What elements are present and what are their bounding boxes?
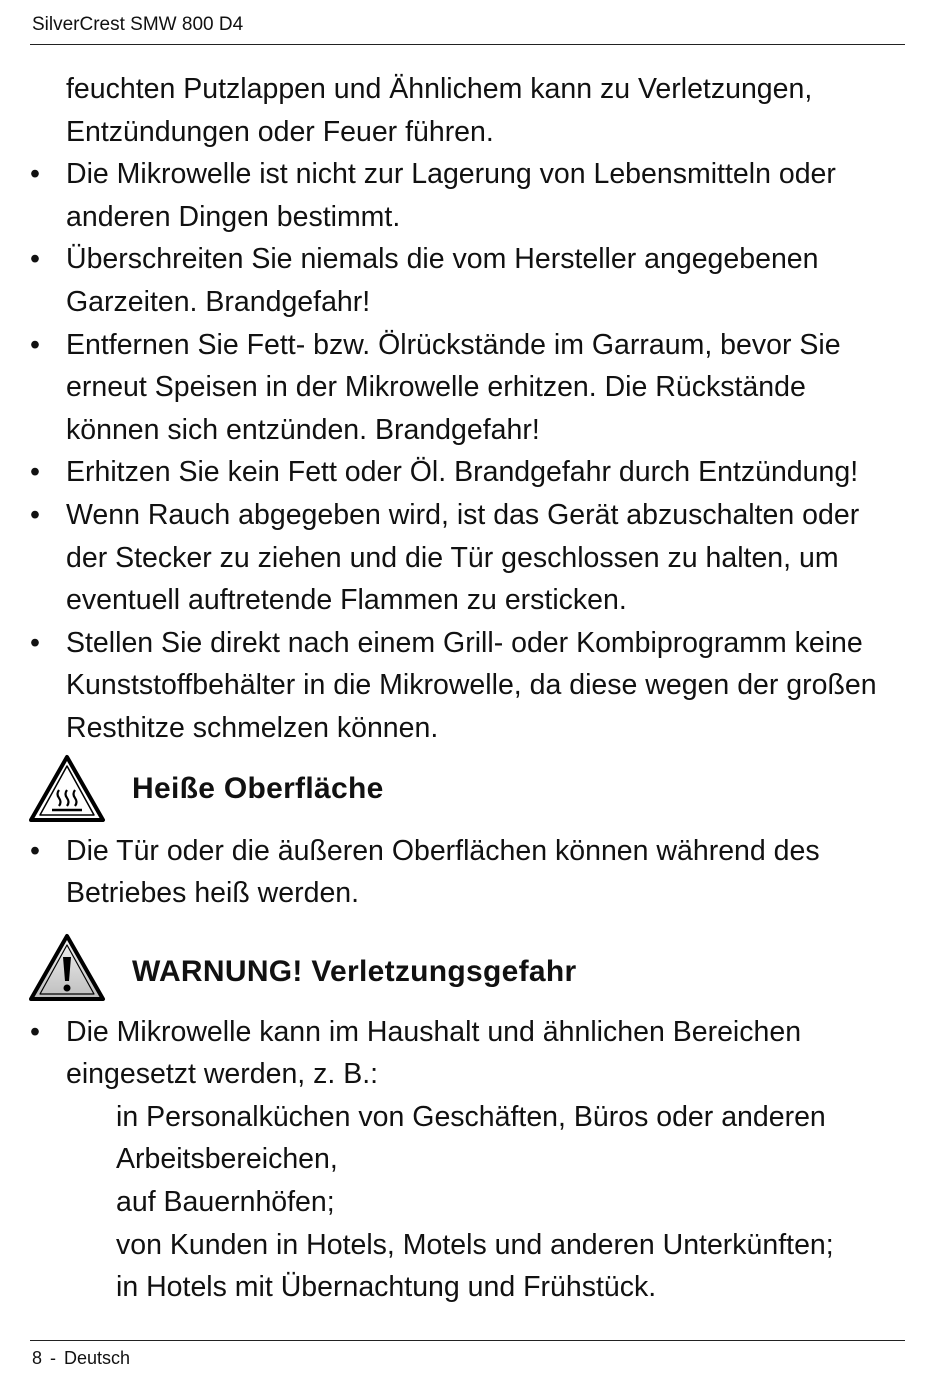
bullet-item: [28, 238, 908, 323]
header-title: SilverCrest SMW 800 D4: [32, 14, 244, 35]
list-item: von Kunden in Hotels, Motels und anderen Unterkünften;: [116, 1228, 834, 1261]
text-line: • Die Mikrowelle kann im Haushalt und ähnlichen Bereichen: [66, 1015, 802, 1048]
header-rule: [30, 44, 905, 45]
text-line: • Stellen Sie direkt nach einem Grill- oder Kombiprogramm keine: [66, 626, 863, 659]
intro-continuation: [66, 68, 908, 153]
text-line: anderen Dingen bestimmt.: [66, 200, 401, 233]
text-line: • Überschreiten Sie niemals die vom Hersteller angegebenen: [66, 243, 819, 276]
bullet-item: [28, 324, 908, 452]
list-item: in Hotels mit Übernachtung und Frühstück.: [116, 1271, 657, 1304]
text-line: Garzeiten. Brandgefahr!: [66, 285, 371, 318]
hot-surface-heading: Heiße Oberfläche: [132, 771, 384, 805]
footer-language: Deutsch: [64, 1348, 131, 1368]
list-item: in Personalküchen von Geschäften, Büros oder anderen: [116, 1100, 826, 1133]
warning-icon: [28, 933, 106, 1003]
bullet-item: [28, 1011, 908, 1096]
bullet-item: [28, 451, 908, 494]
list-item: Arbeitsbereichen,: [116, 1143, 338, 1176]
footer-separator: -: [50, 1348, 57, 1368]
text-line: • Wenn Rauch abgegeben wird, ist das Gerät abzuschalten oder: [66, 498, 860, 531]
text-line: • Erhitzen Sie kein Fett oder Öl. Brandgefahr durch Entzündung!: [66, 456, 859, 489]
footer-rule: [30, 1340, 905, 1341]
bullet-item: [28, 153, 908, 238]
text-line: Resthitze schmelzen können.: [66, 711, 439, 744]
text-line: eingesetzt werden, z. B.:: [66, 1058, 379, 1091]
text-line: können sich entzünden. Brandgefahr!: [66, 413, 540, 446]
page-content: [28, 68, 908, 1309]
footer: [32, 1348, 138, 1369]
text-line: Kunststoffbehälter in die Mikrowelle, da diese wegen der großen: [66, 669, 877, 702]
warning-section: [28, 933, 908, 1011]
example-list: [116, 1096, 908, 1309]
list-item: auf Bauernhöfen;: [116, 1186, 335, 1219]
bullet-item: [28, 622, 908, 750]
warning-heading: WARNUNG! Verletzungsgefahr: [132, 954, 577, 988]
text-line: • Die Tür oder die äußeren Oberflächen können während des: [66, 834, 820, 867]
text-line: der Stecker zu ziehen und die Tür geschlossen zu halten, um: [66, 541, 839, 574]
text-line: feuchten Putzlappen und Ähnlichem kann zu Verletzungen,: [66, 73, 813, 105]
hot-surface-icon: [28, 754, 106, 824]
bullet-item: [28, 830, 908, 915]
text-line: Betriebes heiß werden.: [66, 877, 360, 910]
page-number: 8: [32, 1348, 43, 1368]
text-line: • Die Mikrowelle ist nicht zur Lagerung von Lebensmitteln oder: [66, 158, 836, 191]
text-line: • Entfernen Sie Fett- bzw. Ölrückstände im Garraum, bevor Sie: [66, 328, 841, 361]
text-line: eventuell auftretende Flammen zu ersticken.: [66, 584, 627, 617]
text-line: erneut Speisen in der Mikrowelle erhitzen. Die Rückstände: [66, 371, 806, 404]
text-line: Entzündungen oder Feuer führen.: [66, 115, 494, 148]
hot-surface-section: [28, 754, 908, 830]
bullet-item: [28, 494, 908, 622]
